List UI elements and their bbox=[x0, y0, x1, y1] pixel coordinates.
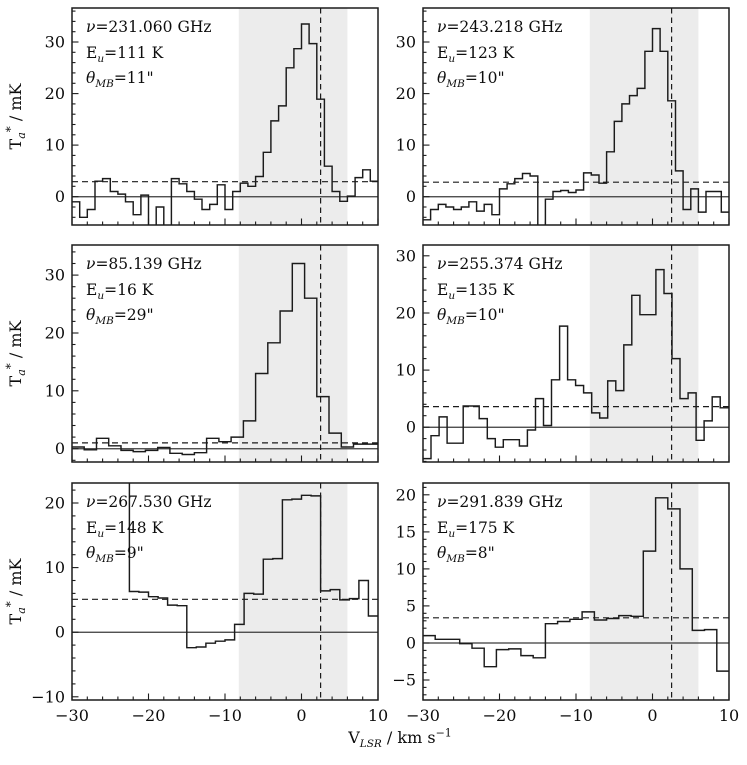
y-tick-label: 0 bbox=[54, 622, 65, 642]
y-tick-label: 30 bbox=[395, 32, 416, 52]
y-tick-label: 10 bbox=[44, 558, 65, 578]
annotation-upper-energy: $E_u=135$ K bbox=[437, 280, 515, 302]
y-tick-label: 20 bbox=[44, 84, 65, 104]
y-tick-label: 10 bbox=[44, 381, 65, 401]
y-tick-label: 0 bbox=[405, 417, 416, 437]
y-tick-label: 20 bbox=[395, 485, 416, 505]
annotation-beam-size: $\theta_{MB}=29$" bbox=[86, 306, 154, 328]
panel-annotation-85ghz bbox=[86, 255, 202, 332]
y-tick-label: 10 bbox=[44, 135, 65, 155]
panel-annotation-255ghz bbox=[437, 255, 563, 332]
annotation-upper-energy: $E_u=175$ K bbox=[437, 518, 515, 540]
annotation-upper-energy: $E_u=123$ K bbox=[437, 43, 515, 65]
x-tick-label: −10 bbox=[559, 706, 593, 725]
annotation-frequency: ν=291.839 GHz bbox=[437, 493, 563, 511]
annotation-frequency: ν=85.139 GHz bbox=[86, 255, 202, 273]
y-tick-label: 0 bbox=[405, 187, 416, 207]
integration-window-shade bbox=[590, 483, 699, 700]
integration-window-shade bbox=[239, 8, 348, 225]
x-tick-label: 0 bbox=[296, 706, 307, 725]
integration-window-shade bbox=[239, 245, 348, 462]
y-tick-label: 0 bbox=[54, 439, 65, 459]
x-tick-label: −30 bbox=[406, 706, 440, 725]
y-tick-label: 10 bbox=[395, 559, 416, 579]
x-tick-label: −20 bbox=[131, 706, 166, 725]
panel-annotation-231ghz bbox=[86, 18, 212, 95]
y-tick-label: −5 bbox=[392, 670, 416, 690]
y-tick-label: 10 bbox=[395, 135, 416, 155]
annotation-frequency: ν=243.218 GHz bbox=[437, 18, 563, 36]
y-axis-label: $T_a^*$ / mK bbox=[3, 83, 28, 150]
annotation-frequency: ν=231.060 GHz bbox=[86, 18, 212, 36]
x-tick-label: −30 bbox=[55, 706, 89, 725]
y-tick-label: 20 bbox=[395, 303, 416, 323]
annotation-upper-energy: $E_u=148$ K bbox=[86, 518, 164, 540]
annotation-beam-size: $\theta_{MB}=9$" bbox=[86, 544, 144, 566]
annotation-beam-size: $\theta_{MB}=10$" bbox=[437, 306, 505, 328]
annotation-upper-energy: $E_u=16$ K bbox=[86, 280, 154, 302]
x-tick-label: −10 bbox=[208, 706, 242, 725]
x-tick-label: 10 bbox=[367, 706, 389, 725]
annotation-beam-size: $\theta_{MB}=10$" bbox=[437, 69, 505, 91]
integration-window-shade bbox=[590, 8, 699, 225]
x-axis-label: $V_{LSR}$ / km $s^{-1}$ bbox=[348, 726, 452, 750]
y-tick-label: 20 bbox=[44, 493, 65, 513]
panel-annotation-243ghz bbox=[437, 18, 563, 95]
y-tick-label: −10 bbox=[31, 687, 65, 707]
annotation-frequency: ν=267.530 GHz bbox=[86, 493, 212, 511]
annotation-frequency: ν=255.374 GHz bbox=[437, 255, 563, 273]
annotation-upper-energy: $E_u=111$ K bbox=[86, 43, 164, 65]
x-tick-label: 0 bbox=[647, 706, 658, 725]
panel-annotation-267ghz bbox=[86, 493, 212, 570]
y-tick-label: 5 bbox=[405, 596, 416, 616]
y-tick-label: 30 bbox=[44, 32, 65, 52]
panel-annotation-291ghz bbox=[437, 493, 563, 570]
y-tick-label: 10 bbox=[395, 360, 416, 380]
integration-window-shade bbox=[239, 483, 348, 700]
annotation-beam-size: $\theta_{MB}=11$" bbox=[86, 69, 154, 91]
y-tick-label: 30 bbox=[395, 246, 416, 266]
x-tick-label: 10 bbox=[718, 706, 740, 725]
x-tick-label: −20 bbox=[482, 706, 517, 725]
y-tick-label: 20 bbox=[395, 84, 416, 104]
y-tick-label: 0 bbox=[54, 187, 65, 207]
y-tick-label: 15 bbox=[395, 522, 416, 542]
annotation-beam-size: $\theta_{MB}=8$" bbox=[437, 544, 495, 566]
y-axis-label: $T_a^*$ / mK bbox=[3, 558, 28, 625]
y-axis-label: $T_a^*$ / mK bbox=[3, 320, 28, 387]
y-tick-label: 30 bbox=[44, 265, 65, 285]
y-tick-label: 20 bbox=[44, 323, 65, 343]
y-tick-label: 0 bbox=[405, 633, 416, 653]
integration-window-shade bbox=[590, 245, 699, 462]
